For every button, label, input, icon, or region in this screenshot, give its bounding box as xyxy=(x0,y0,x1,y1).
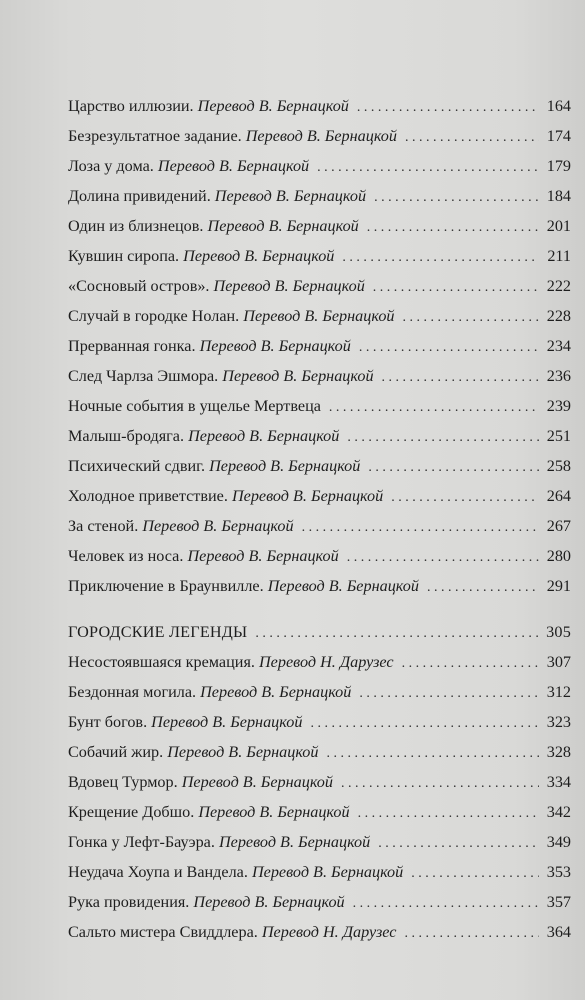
dot-leader xyxy=(353,889,539,919)
section-page: 305 xyxy=(546,623,571,641)
dot-leader xyxy=(373,273,539,303)
toc-entry-translator: Перевод В. Бернацкой xyxy=(214,187,367,205)
dot-leader xyxy=(341,769,539,799)
dot-leader xyxy=(391,483,539,513)
toc-entry xyxy=(68,917,571,947)
toc-entry-title: За стеной. xyxy=(68,517,139,535)
toc-entry-page: 307 xyxy=(546,653,571,671)
toc-entry-title: Бездонная могила. xyxy=(68,683,197,701)
dot-leader xyxy=(359,333,539,363)
toc-entry-page: 357 xyxy=(546,893,571,911)
toc-entry-title: Безрезультатное задание. xyxy=(68,127,242,145)
toc-entry xyxy=(68,211,571,241)
dot-leader xyxy=(403,303,539,333)
toc-entry xyxy=(68,571,571,601)
toc-entry-title: Психический сдвиг. xyxy=(68,457,206,475)
toc-entry-title: Царство иллюзии. xyxy=(68,97,194,115)
toc-entry-page: 211 xyxy=(547,247,571,265)
toc-entry-translator: Перевод В. Бернацкой xyxy=(142,517,294,535)
toc-entry-translator: Перевод В. Бернацкой xyxy=(231,487,384,505)
dot-leader xyxy=(427,573,539,603)
dot-leader xyxy=(358,799,539,829)
toc-entry-page: 258 xyxy=(546,457,571,475)
toc-entry xyxy=(68,707,571,737)
dot-leader xyxy=(404,919,539,949)
toc-entry-page: 251 xyxy=(546,427,571,445)
toc-entry-title: Крещение Добшо. xyxy=(68,803,195,821)
toc-entry-title: Приключение в Браунвилле. xyxy=(68,577,264,595)
dot-leader xyxy=(255,619,539,649)
toc-entry-translator: Перевод В. Бернацкой xyxy=(187,547,339,565)
toc-entry-page: 353 xyxy=(546,863,571,881)
dot-leader xyxy=(378,829,539,859)
toc-entry-page: 236 xyxy=(546,367,571,385)
toc-entry-title: «Сосновый остров». xyxy=(68,277,210,295)
toc-entry-title: Несостоявшаяся кремация. xyxy=(68,653,255,671)
toc-entry xyxy=(68,181,571,211)
toc-entry xyxy=(68,421,571,451)
toc-entry-title: Рука провидения. xyxy=(68,893,190,911)
toc-entry-title: Холодное приветствие. xyxy=(68,487,228,505)
toc-entry-title: Лоза у дома. xyxy=(68,157,154,175)
toc-entry-translator: Перевод В. Бернацкой xyxy=(222,367,374,385)
toc-entry xyxy=(68,541,571,571)
toc-entry-page: 342 xyxy=(546,803,571,821)
toc-entry-title: Человек из носа. xyxy=(68,547,184,565)
toc-entry-title: Бунт богов. xyxy=(68,713,148,731)
toc-entry-translator: Перевод В. Бернацкой xyxy=(167,743,319,761)
toc-entry-page: 201 xyxy=(546,217,571,235)
toc-entry-translator: Перевод В. Бернацкой xyxy=(197,97,349,115)
dot-leader xyxy=(302,513,539,543)
toc-entry-page: 184 xyxy=(546,187,571,205)
toc-section-heading xyxy=(68,617,571,647)
dot-leader xyxy=(411,859,539,889)
toc-entry-title: Случай в городке Нолан. xyxy=(68,307,240,325)
toc-entry-translator: Перевод В. Бернацкой xyxy=(207,217,359,235)
toc-entry-translator: Перевод В. Бернацкой xyxy=(193,893,345,911)
toc-entry-translator: Перевод В. Бернацкой xyxy=(183,247,335,265)
toc-entry-translator: Перевод В. Бернацкой xyxy=(209,457,361,475)
toc-entry-translator: Перевод В. Бернацкой xyxy=(200,683,352,701)
toc-entry xyxy=(68,391,571,421)
toc-entry-title: Собачий жир. xyxy=(68,743,164,761)
toc-entry-page: 349 xyxy=(546,833,571,851)
toc-entry-page: 174 xyxy=(546,127,571,145)
toc-entry-page: 364 xyxy=(546,923,571,941)
dot-leader xyxy=(368,453,539,483)
dot-leader xyxy=(382,363,539,393)
toc-entry xyxy=(68,91,571,121)
dot-leader xyxy=(342,243,539,273)
toc-entry-page: 312 xyxy=(546,683,571,701)
toc-entry-title: Малыш-бродяга. xyxy=(68,427,185,445)
dot-leader xyxy=(374,183,539,213)
dot-leader xyxy=(405,123,539,153)
dot-leader xyxy=(347,543,539,573)
toc-entry-translator: Перевод В. Бернацкой xyxy=(251,863,404,881)
toc-entry-page: 234 xyxy=(546,337,571,355)
toc-entry-page: 228 xyxy=(546,307,571,325)
toc-entry xyxy=(68,677,571,707)
toc-entry-title: Неудача Хоупа и Вандела. xyxy=(68,863,248,881)
section-title: ГОРОДСКИЕ ЛЕГЕНДЫ xyxy=(68,623,248,641)
toc-entry xyxy=(68,827,571,857)
toc-entry-translator: Перевод Н. Дарузес xyxy=(258,653,394,671)
toc-entry xyxy=(68,647,571,677)
toc-entry-translator: Перевод В. Бернацкой xyxy=(181,773,333,791)
toc-entry xyxy=(68,361,571,391)
toc-entry xyxy=(68,797,571,827)
dot-leader xyxy=(402,649,539,679)
toc-entry xyxy=(68,121,571,151)
toc-entry-title: След Чарлза Эшмора. xyxy=(68,367,219,385)
dot-leader xyxy=(310,709,539,739)
toc-entry-page: 179 xyxy=(546,157,571,175)
toc-entry-title: Ночные события в ущелье Мертвеца xyxy=(68,397,321,415)
toc-entry xyxy=(68,241,571,271)
toc-entry xyxy=(68,451,571,481)
toc-entry-page: 164 xyxy=(546,97,571,115)
toc-entry-title: Долина привидений. xyxy=(68,187,211,205)
dot-leader xyxy=(326,739,539,769)
toc-entry-page: 328 xyxy=(546,743,571,761)
toc-entry xyxy=(68,857,571,887)
toc-entry-page: 264 xyxy=(546,487,571,505)
toc-entry xyxy=(68,151,571,181)
dot-leader xyxy=(359,679,539,709)
toc-entry xyxy=(68,271,571,301)
toc-entry xyxy=(68,481,571,511)
toc-entry-translator: Перевод В. Бернацкой xyxy=(218,833,371,851)
toc-entry xyxy=(68,887,571,917)
toc-entry-translator: Перевод В. Бернацкой xyxy=(213,277,365,295)
toc-entry-translator: Перевод В. Бернацкой xyxy=(199,337,351,355)
toc-entry-translator: Перевод В. Бернацкой xyxy=(245,127,397,145)
toc-entry-page: 291 xyxy=(546,577,571,595)
toc-entry-title: Гонка у Лефт-Бауэра. xyxy=(68,833,215,851)
toc-entry-page: 239 xyxy=(546,397,571,415)
toc-entry-page: 334 xyxy=(546,773,571,791)
toc-entry xyxy=(68,511,571,541)
toc-entry-page: 323 xyxy=(546,713,571,731)
toc-entry-page: 267 xyxy=(546,517,571,535)
dot-leader xyxy=(357,93,539,123)
toc-entry xyxy=(68,331,571,361)
table-of-contents xyxy=(68,91,571,947)
toc-entry-title: Вдовец Турмор. xyxy=(68,773,178,791)
toc-entry xyxy=(68,737,571,767)
toc-entry-page: 280 xyxy=(546,547,571,565)
toc-entry-translator: Перевод В. Бернацкой xyxy=(188,427,340,445)
dot-leader xyxy=(367,213,539,243)
toc-entry-title: Один из близнецов. xyxy=(68,217,204,235)
toc-entry xyxy=(68,301,571,331)
toc-entry-translator: Перевод В. Бернацкой xyxy=(157,157,310,175)
toc-entry-title: Сальто мистера Свиддлера. xyxy=(68,923,258,941)
toc-entry-page: 222 xyxy=(546,277,571,295)
toc-entry xyxy=(68,767,571,797)
toc-entry-translator: Перевод Н. Дарузес xyxy=(261,923,397,941)
dot-leader xyxy=(347,423,539,453)
toc-entry-title: Прерванная гонка. xyxy=(68,337,196,355)
toc-entry-translator: Перевод В. Бернацкой xyxy=(198,803,350,821)
dot-leader xyxy=(329,393,539,423)
dot-leader xyxy=(317,153,539,183)
toc-entry-title: Кувшин сиропа. xyxy=(68,247,180,265)
toc-entry-translator: Перевод В. Бернацкой xyxy=(243,307,395,325)
toc-entry-translator: Перевод В. Бернацкой xyxy=(151,713,303,731)
toc-entry-translator: Перевод В. Бернацкой xyxy=(267,577,419,595)
